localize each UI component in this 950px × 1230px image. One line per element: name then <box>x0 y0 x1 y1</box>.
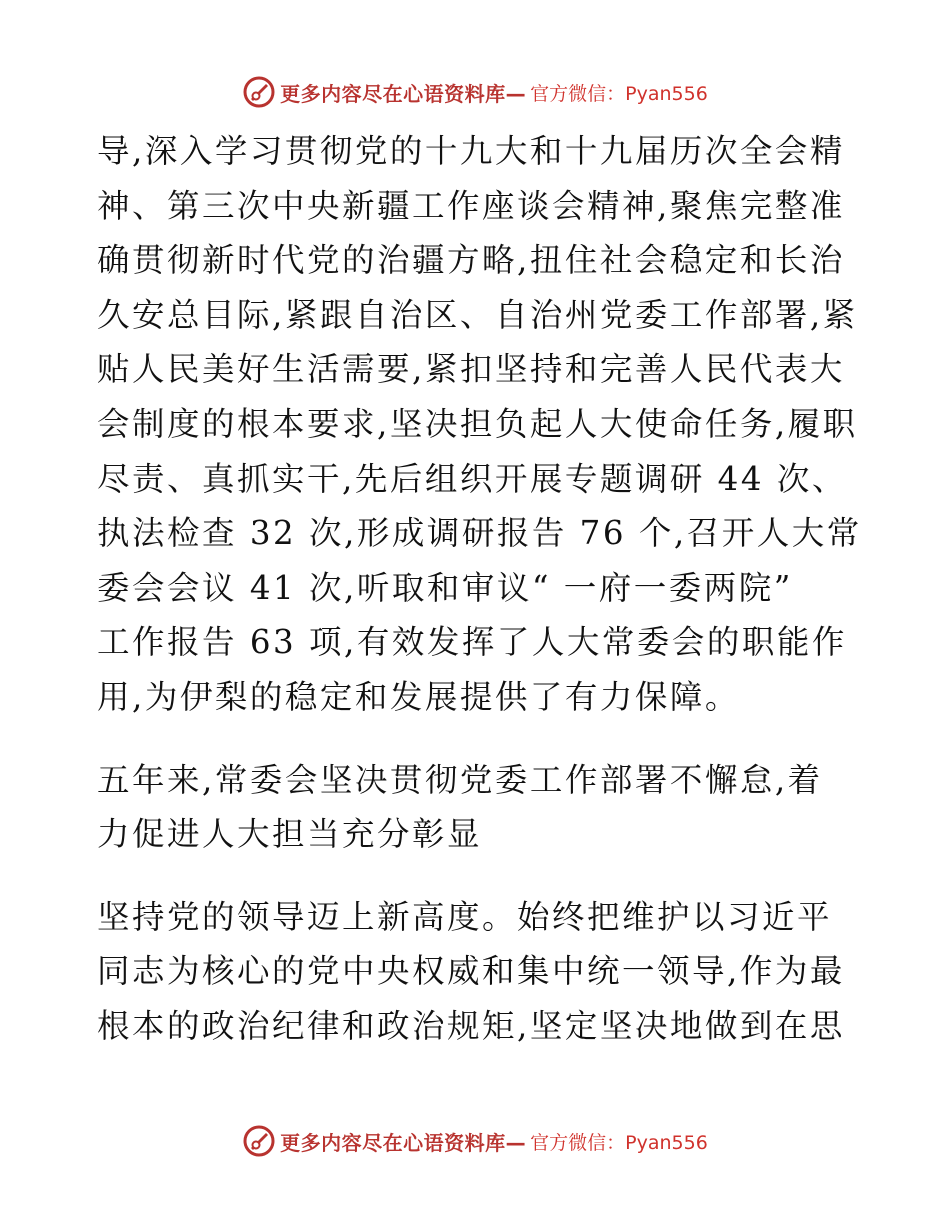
text-line: 用,为伊梨的稳定和发展提供了有力保障。 <box>97 677 740 716</box>
text-line: 确贯彻新时代党的治疆方略,扭住社会稳定和长治 <box>97 241 845 280</box>
paragraph <box>97 124 862 725</box>
text-line: 坚持党的领导迈上新高度。始终把维护以习近平 <box>97 897 833 936</box>
paragraph <box>97 890 857 1054</box>
text-line: 力促进人大担当充分彰显 <box>97 815 483 854</box>
watermark-footer <box>0 1121 950 1161</box>
text-line: 五年来,常委会坚决贯彻党委工作部署不懈怠,着 <box>97 760 823 799</box>
watermark-contact: 官方微信：Pyan556 <box>530 82 708 105</box>
logo-icon <box>242 1124 276 1158</box>
text-line: 根本的政治纪律和政治规矩,坚定坚决地做到在思 <box>97 1006 845 1045</box>
text-line: 尽责、真抓实干,先后组织开展专题调研 44 次、 <box>97 459 847 498</box>
text-line: 工作报告 63 项,有效发挥了人大常委会的职能作 <box>97 623 847 662</box>
watermark-text: 更多内容尽在心语资料库— <box>280 1130 527 1155</box>
text-line: 同志为核心的党中央权威和集中统一领导,作为最 <box>97 952 845 991</box>
watermark-text: 更多内容尽在心语资料库— <box>280 81 527 106</box>
section-heading <box>97 753 857 862</box>
watermark-header <box>0 72 950 112</box>
text-line: 贴人民美好生活需要,紧扣坚持和完善人民代表大 <box>97 350 845 389</box>
text-line: 会制度的根本要求,坚决担负起人大使命任务,履职 <box>97 404 858 443</box>
text-line: 神、第三次中央新疆工作座谈会精神,聚焦完整准 <box>97 186 845 225</box>
text-line: 执法检查 32 次,形成调研报告 76 个,召开人大常 <box>97 514 862 553</box>
text-line: 久安总目际,紧跟自治区、自治州党委工作部署,紧 <box>97 295 858 334</box>
logo-icon <box>242 75 276 109</box>
document-body <box>97 124 862 1054</box>
text-line: 导,深入学习贯彻党的十九大和十九届历次全会精 <box>97 132 845 170</box>
watermark-contact: 官方微信：Pyan556 <box>530 1131 708 1154</box>
text-line: 委会会议 41 次,听取和审议“ 一府一委两院” <box>97 568 793 607</box>
